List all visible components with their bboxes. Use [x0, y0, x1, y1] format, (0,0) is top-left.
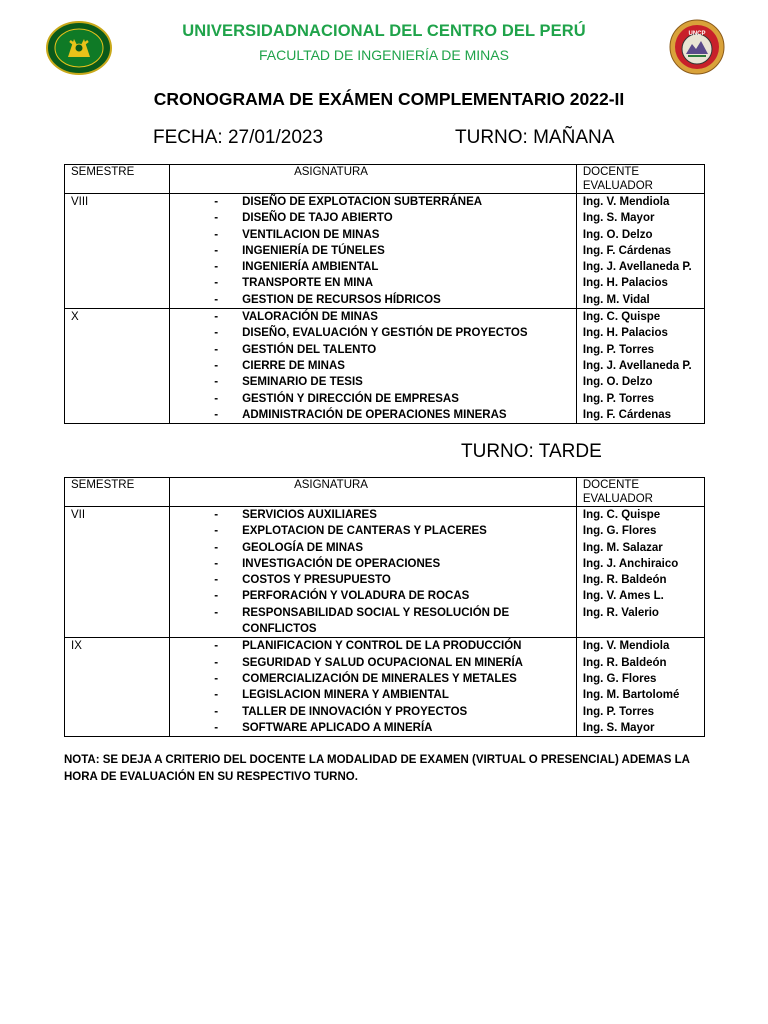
subject-item — [170, 671, 576, 687]
semester-cell: X — [65, 309, 170, 424]
subject-name: COSTOS Y PRESUPUESTO — [242, 574, 391, 587]
university-seal-text: UNCP — [688, 31, 706, 37]
teacher-name: Ing. R. Baldeón — [582, 574, 667, 587]
header-semester: SEMESTRE — [65, 478, 170, 507]
subject-name: SERVICIOS AUXILIARES — [242, 509, 377, 521]
semester-cell: IX — [65, 638, 170, 737]
table-header-row — [65, 165, 705, 194]
table-row — [65, 507, 705, 638]
bullet-dash: - — [214, 672, 219, 685]
teacher-name: Ing. F. Cárdenas — [582, 244, 672, 257]
teacher-name: Ing. C. Quispe — [582, 509, 661, 521]
subject-item — [170, 638, 576, 654]
bullet-dash: - — [214, 541, 219, 554]
bullet-dash: - — [214, 606, 219, 619]
bullet-dash: - — [214, 590, 219, 603]
subject-item — [170, 407, 576, 423]
subject-item — [170, 309, 576, 325]
bullet-dash: - — [214, 277, 219, 290]
subject-name: CIERRE DE MINAS — [242, 359, 345, 372]
subject-name: GESTIÓN DEL TALENTO — [242, 343, 377, 356]
teacher-name: Ing. V. Mendiola — [582, 640, 670, 653]
bullet-dash: - — [214, 327, 219, 340]
teacher-name: Ing. S. Mayor — [582, 721, 655, 734]
subject-name: VALORACIÓN DE MINAS — [242, 311, 378, 324]
subject-name: ADMINISTRACIÓN DE OPERACIONES MINERAS — [242, 408, 507, 421]
teacher-name: Ing. M. Bartolomé — [582, 689, 680, 702]
teacher-name: Ing. F. Cárdenas — [582, 408, 672, 421]
subject-item — [170, 523, 576, 539]
afternoon-schedule-body — [65, 478, 705, 737]
bullet-dash: - — [214, 261, 219, 274]
header-teacher: DOCENTE EVALUADOR — [576, 478, 704, 507]
bullet-dash: - — [214, 311, 219, 324]
subject-item — [170, 391, 576, 407]
subject-item — [170, 243, 576, 259]
teacher-name: Ing. M. Vidal — [582, 293, 650, 306]
teachers-cell — [576, 309, 704, 424]
bullet-dash: - — [214, 640, 219, 653]
bullet-dash: - — [214, 392, 219, 405]
subject-item — [170, 194, 576, 210]
bullet-dash: - — [214, 228, 219, 241]
subjects-cell — [170, 638, 577, 737]
teacher-name: Ing. H. Palacios — [582, 327, 668, 340]
shift-afternoon-label: TURNO: TARDE — [461, 441, 602, 462]
exam-date: FECHA: 27/01/2023 — [153, 127, 324, 148]
bullet-dash: - — [214, 525, 219, 538]
bullet-dash: - — [214, 557, 219, 570]
subject-name: LEGISLACION MINERA Y AMBIENTAL — [242, 689, 449, 702]
subject-name: VENTILACION DE MINAS — [242, 228, 380, 241]
subject-item — [170, 275, 576, 291]
subject-name: DISEÑO DE TAJO ABIERTO — [242, 212, 393, 225]
teacher-name: Ing. C. Quispe — [582, 311, 661, 324]
subject-item — [170, 292, 576, 308]
teacher-name: Ing. V. Ames L. — [582, 590, 664, 603]
subject-item — [170, 720, 576, 736]
bullet-dash: - — [214, 656, 219, 669]
subject-name: SOFTWARE APLICADO A MINERÍA — [242, 721, 433, 734]
subject-item — [170, 687, 576, 703]
subject-item — [170, 540, 576, 556]
subject-name: GESTIÓN Y DIRECCIÓN DE EMPRESAS — [242, 392, 459, 405]
teacher-name: Ing. R. Baldeón — [582, 656, 667, 669]
table-row — [65, 638, 705, 737]
header-subject: ASIGNATURA — [170, 478, 577, 507]
bullet-dash: - — [214, 721, 219, 734]
teacher-name: Ing. S. Mayor — [582, 212, 655, 225]
subjects-cell — [170, 309, 577, 424]
faculty-name: FACULTAD DE INGENIERÍA DE MINAS — [259, 47, 509, 63]
afternoon-schedule-table — [64, 477, 705, 737]
bullet-dash: - — [214, 705, 219, 718]
teacher-name: Ing. J. Anchiraico — [582, 557, 679, 570]
subject-name: RESPONSABILIDAD SOCIAL Y RESOLUCIÓN DE CONFLICTOS — [242, 606, 510, 636]
bullet-dash: - — [214, 689, 219, 702]
morning-schedule-body — [65, 165, 705, 424]
semester-cell: VII — [65, 507, 170, 638]
header-semester: SEMESTRE — [65, 165, 170, 194]
subject-name: INGENIERÍA DE TÚNELES — [242, 244, 385, 257]
header-teacher: DOCENTE EVALUADOR — [576, 165, 704, 194]
exam-note: NOTA: SE DEJA A CRITERIO DEL DOCENTE LA MODALIDAD DE EXAMEN (VIRTUAL O PRESENCIAL) ADEMAS LA HORA DE EVALUACIÓN EN SU RESPECTIVO TURNO. — [64, 754, 690, 783]
subject-name: PERFORACIÓN Y VOLADURA DE ROCAS — [242, 590, 470, 603]
subject-item — [170, 588, 576, 604]
subject-name: EXPLOTACION DE CANTERAS Y PLACERES — [242, 525, 487, 538]
teacher-name: Ing. O. Delzo — [582, 228, 653, 241]
subject-name: INGENIERÍA AMBIENTAL — [242, 261, 379, 274]
teacher-name: Ing. J. Avellaneda P. — [582, 359, 692, 372]
subject-item — [170, 358, 576, 374]
teacher-name: Ing. G. Flores — [582, 672, 657, 685]
subject-name: GEOLOGÍA DE MINAS — [242, 541, 364, 554]
subject-name: TALLER DE INNOVACIÓN Y PROYECTOS — [242, 705, 468, 718]
subject-name: COMERCIALIZACIÓN DE MINERALES Y METALES — [242, 672, 517, 685]
subject-name: TRANSPORTE EN MINA — [242, 277, 374, 290]
table-row — [65, 194, 705, 309]
subject-name: DISEÑO DE EXPLOTACION SUBTERRÁNEA — [242, 196, 483, 208]
bullet-dash: - — [214, 244, 219, 257]
semester-cell: VIII — [65, 194, 170, 309]
subject-name: SEGURIDAD Y SALUD OCUPACIONAL EN MINERÍA — [242, 656, 523, 669]
bullet-dash: - — [214, 509, 219, 521]
subjects-cell — [170, 194, 577, 309]
subject-name: DISEÑO, EVALUACIÓN Y GESTIÓN DE PROYECTOS — [242, 327, 528, 340]
bullet-dash: - — [214, 196, 219, 208]
subject-item — [170, 227, 576, 243]
subject-item — [170, 342, 576, 358]
bullet-dash: - — [214, 359, 219, 372]
subject-name: SEMINARIO DE TESIS — [242, 376, 363, 389]
bullet-dash: - — [214, 376, 219, 389]
subject-name: INVESTIGACIÓN DE OPERACIONES — [242, 557, 441, 570]
morning-schedule-table — [64, 164, 705, 424]
teacher-name: Ing. V. Mendiola — [582, 196, 670, 208]
document-title: CRONOGRAMA DE EXÁMEN COMPLEMENTARIO 2022-II — [153, 89, 625, 109]
subject-item — [170, 507, 576, 523]
subject-item — [170, 210, 576, 226]
teacher-name: Ing. P. Torres — [582, 705, 655, 718]
teacher-name: Ing. P. Torres — [582, 392, 655, 405]
subject-item — [170, 655, 576, 671]
subject-item — [170, 556, 576, 572]
teachers-cell — [576, 194, 704, 309]
bullet-dash: - — [214, 212, 219, 225]
university-name: UNIVERSIDADNACIONAL DEL CENTRO DEL PERÚ — [182, 22, 586, 40]
teacher-name: Ing. H. Palacios — [582, 277, 668, 290]
bullet-dash: - — [214, 574, 219, 587]
subject-item — [170, 704, 576, 720]
bullet-dash: - — [214, 408, 219, 421]
shift-morning-label: TURNO: MAÑANA — [455, 127, 615, 148]
subject-item — [170, 259, 576, 275]
subject-item — [170, 325, 576, 341]
table-row — [65, 309, 705, 424]
subjects-cell — [170, 507, 577, 638]
bullet-dash: - — [214, 343, 219, 356]
teachers-cell — [576, 638, 704, 737]
subject-name: GESTION DE RECURSOS HÍDRICOS — [242, 293, 441, 306]
subject-name: PLANIFICACION Y CONTROL DE LA PRODUCCIÓN — [242, 640, 522, 653]
teacher-name: Ing. G. Flores — [582, 525, 657, 538]
teacher-name: Ing. J. Avellaneda P. — [582, 261, 692, 274]
teacher-name: Ing. P. Torres — [582, 343, 655, 356]
subject-item — [170, 605, 576, 638]
bullet-dash: - — [214, 293, 219, 306]
header-subject: ASIGNATURA — [170, 165, 577, 194]
teachers-cell — [576, 507, 704, 638]
teacher-name: Ing. O. Delzo — [582, 376, 653, 389]
teacher-name: Ing. R. Valerio — [582, 606, 659, 619]
teacher-name: Ing. M. Salazar — [582, 541, 663, 554]
table-header-row — [65, 478, 705, 507]
subject-item — [170, 572, 576, 588]
subject-item — [170, 374, 576, 390]
